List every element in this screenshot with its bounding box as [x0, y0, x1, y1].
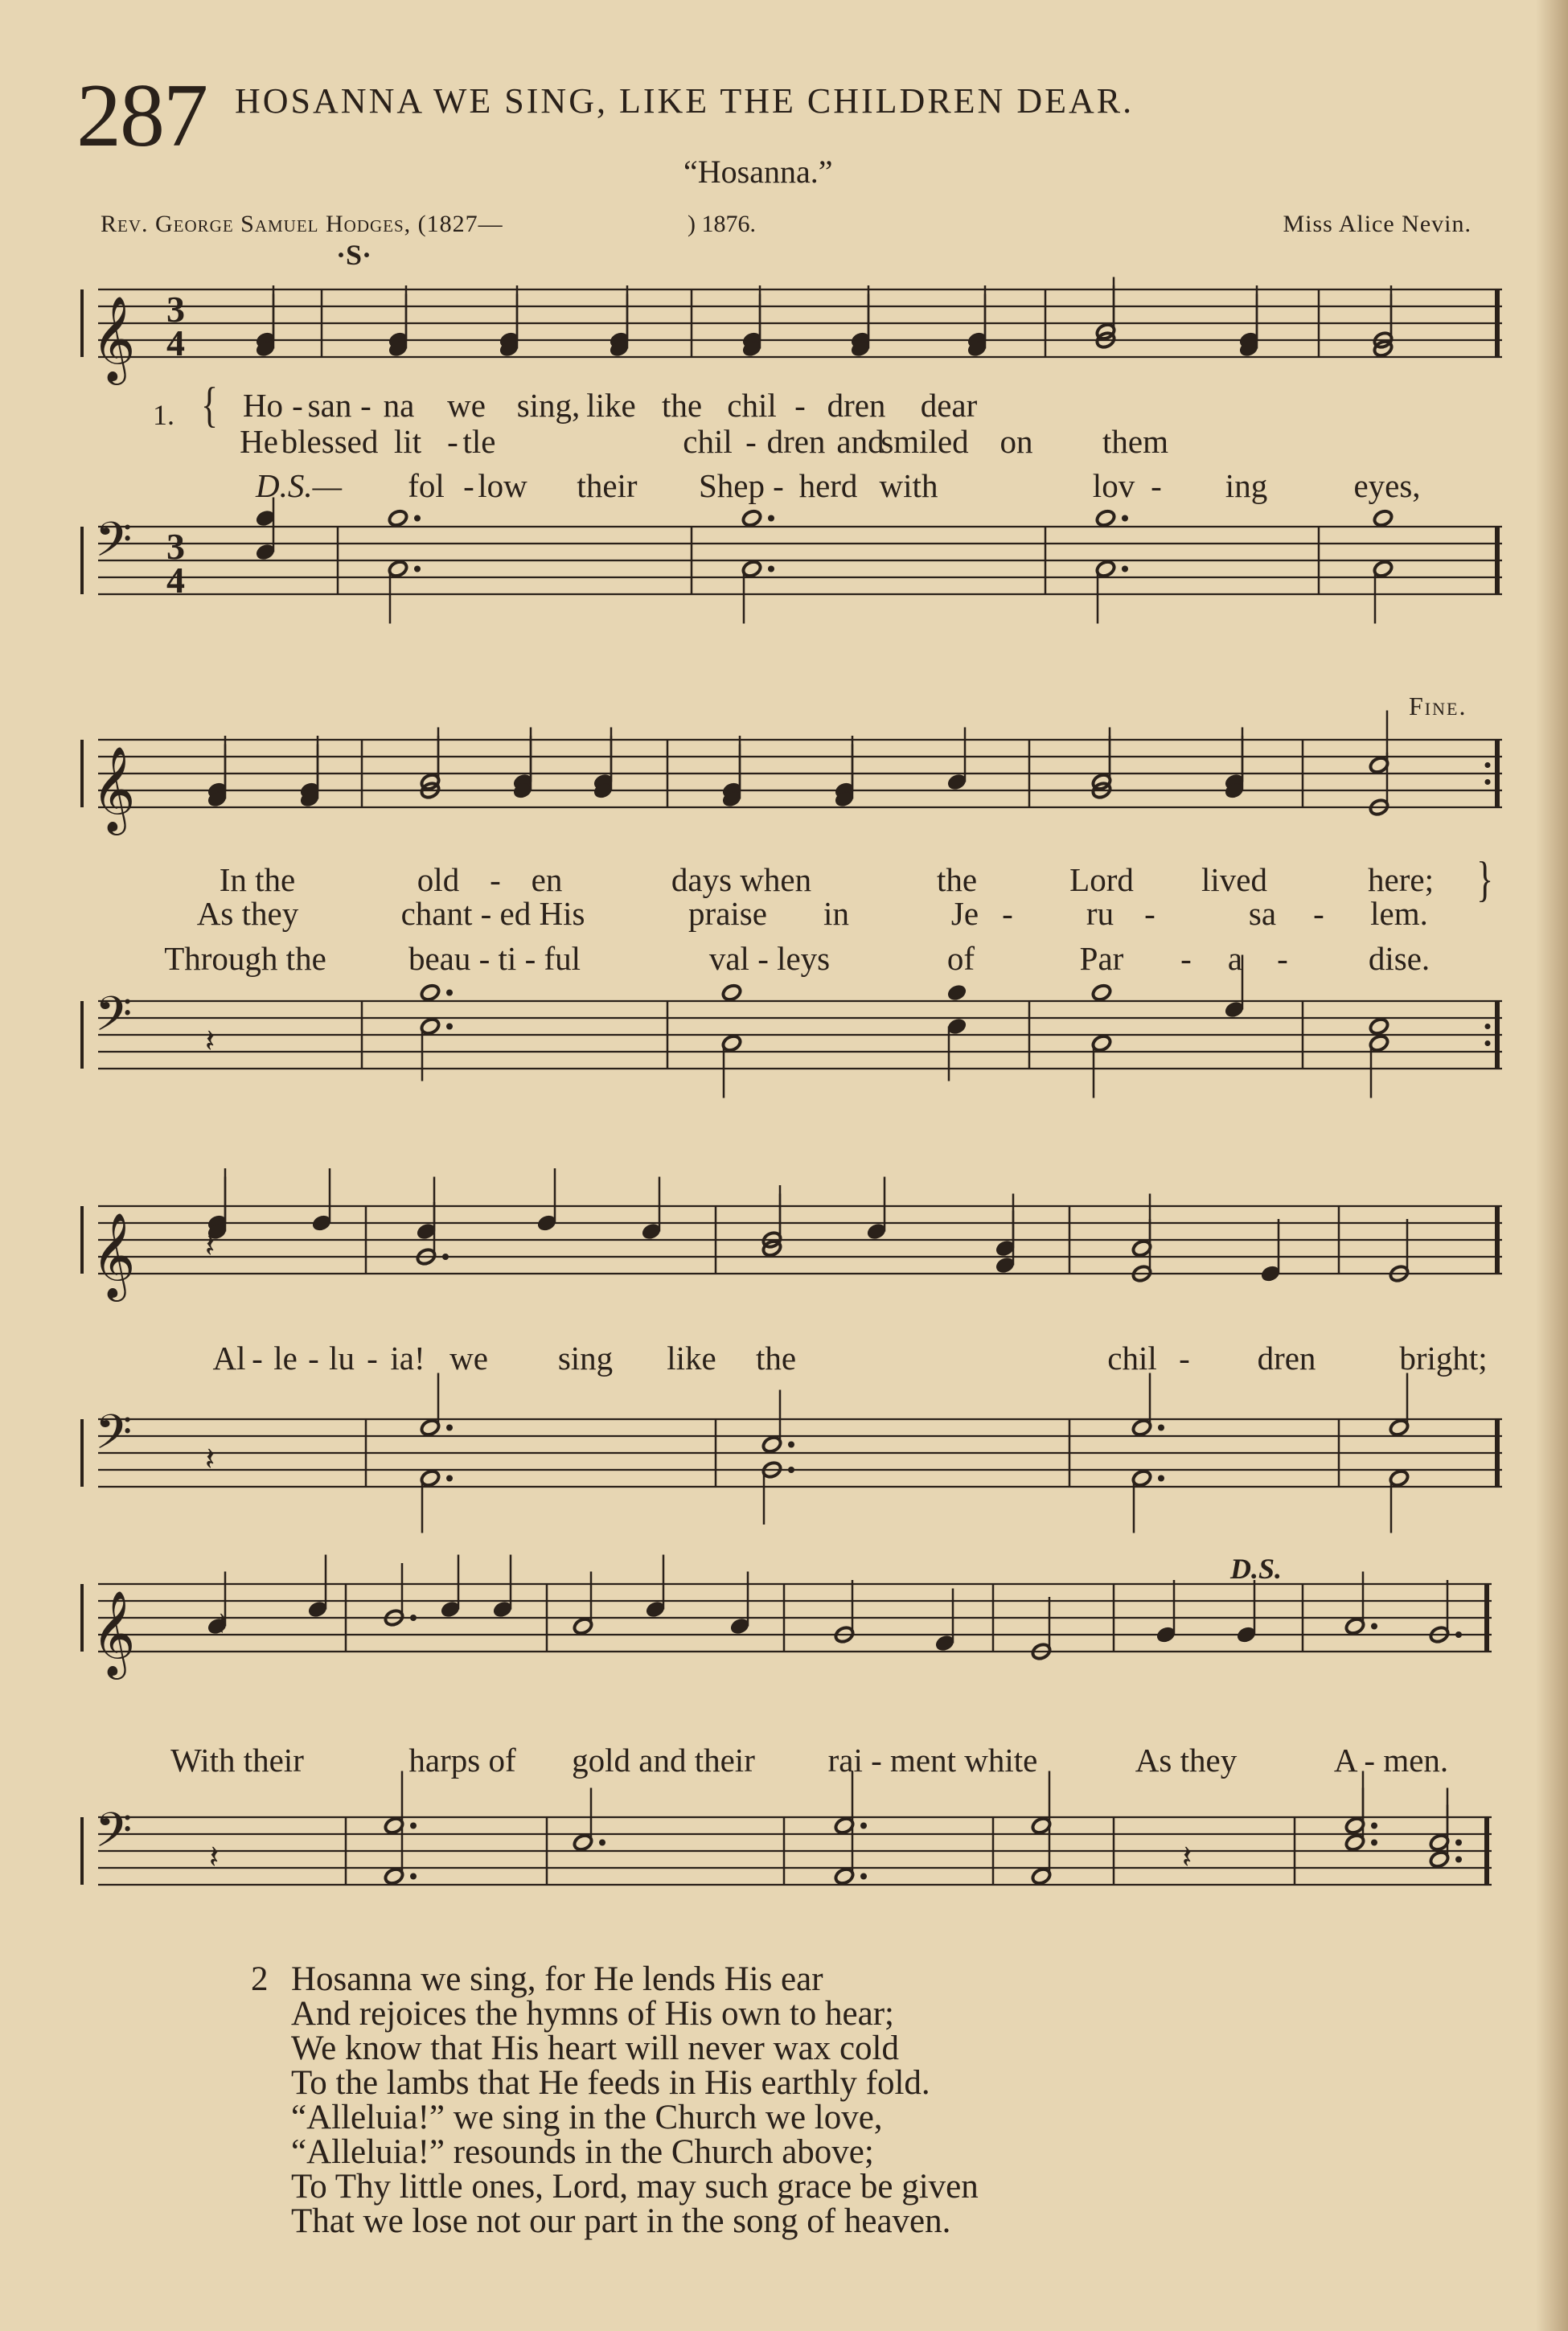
- lyric-syllable: harps of: [408, 1742, 516, 1779]
- augmentation-dot: [1158, 1475, 1164, 1482]
- augmentation-dot: [1371, 1840, 1377, 1846]
- lyric-syllable: chil: [1107, 1340, 1157, 1377]
- augmentation-dot: [1455, 1631, 1462, 1638]
- bass-clef-icon: 𝄢: [95, 986, 133, 1053]
- augmentation-dot: [860, 1823, 867, 1829]
- augmentation-dot: [442, 1254, 449, 1260]
- lyric-syllable: -: [1180, 940, 1192, 977]
- lyric-syllable: As they: [196, 895, 299, 932]
- lyric-syllable: -: [447, 423, 458, 460]
- verse-2: [251, 1960, 979, 2240]
- lyric-syllable: here;: [1368, 861, 1434, 898]
- system4-treble-staff: [0, 1572, 1568, 1701]
- verse-2-line: To the lambs that He feeds in His earthly fold.: [291, 2064, 930, 2102]
- segno-mark: ·S·: [336, 239, 372, 271]
- time-signature-top: 3: [166, 289, 185, 330]
- ds-prefix: D.S.—: [256, 467, 343, 504]
- verse-2-line: We know that His heart will never wax cold: [291, 2029, 899, 2067]
- lyric-syllable: lit: [393, 423, 422, 460]
- bass-clef-icon: 𝄢: [95, 511, 133, 579]
- lyric-syllable: the: [936, 861, 978, 898]
- ds-mark: D.S.: [1230, 1553, 1283, 1585]
- repeat-dot: [1485, 1024, 1491, 1029]
- verse-2-line: To Thy little ones, Lord, may such grace be given: [291, 2168, 979, 2206]
- lyric-syllable: chil: [683, 423, 733, 460]
- lyric-syllable: val - leys: [708, 940, 831, 977]
- lyric-syllable: lived: [1201, 861, 1267, 898]
- lyric-syllable: like: [667, 1340, 716, 1377]
- note-head: [946, 983, 968, 1003]
- augmentation-dot: [446, 1475, 453, 1482]
- lyric-syllable: In the: [219, 861, 296, 898]
- lyric-syllable: their: [577, 467, 638, 504]
- verse-2-line: 2 Hosanna we sing, for He lends His ear: [251, 1960, 823, 1998]
- lyric-syllable: chil: [727, 387, 777, 424]
- lyric-syllable: the: [661, 387, 703, 424]
- time-signature-bottom: 4: [166, 560, 185, 601]
- lyric-syllable: eyes,: [1353, 467, 1421, 504]
- lyric-syllable: like: [586, 387, 636, 424]
- verse-2-line: That we lose not our part in the song of heaven.: [291, 2202, 951, 2240]
- lyric-syllable: with: [879, 467, 938, 504]
- lyric-syllable: As they: [1135, 1742, 1238, 1779]
- rest-icon: 𝄽: [217, 1606, 228, 1643]
- author-dates: ) 1876.: [688, 211, 756, 237]
- lyric-syllable: -: [463, 467, 474, 504]
- note-head: [741, 509, 763, 528]
- note-head: [388, 509, 409, 528]
- lyric-syllable: and: [836, 423, 885, 460]
- lyric-syllable: on: [999, 423, 1033, 460]
- bass-clef-icon: 𝄢: [95, 1802, 133, 1869]
- verse-brace-right: }: [1476, 852, 1494, 907]
- augmentation-dot: [414, 515, 421, 522]
- augmentation-dot: [599, 1840, 605, 1846]
- note-head: [420, 983, 441, 1003]
- note-head: [721, 983, 743, 1003]
- lyric-syllable: herd: [798, 467, 858, 504]
- lyric-syllable: -: [360, 387, 371, 424]
- hymn-number: 287: [76, 66, 207, 166]
- augmentation-dot: [446, 990, 453, 996]
- lyric-syllable: sing: [557, 1340, 614, 1377]
- rest-icon: 𝄽: [205, 1228, 215, 1265]
- treble-clef-icon: 𝄞: [92, 1590, 136, 1676]
- lyric-syllable: lu: [329, 1340, 355, 1377]
- time-signature-bottom: 4: [166, 322, 185, 363]
- lyric-syllable: dren: [827, 387, 886, 424]
- lyric-syllable: gold and their: [572, 1742, 755, 1779]
- lyric-syllable: -: [252, 1340, 263, 1377]
- lyric-syllable: days when: [671, 861, 812, 898]
- note-head: [1091, 983, 1113, 1003]
- augmentation-dot: [1122, 515, 1128, 522]
- lyric-syllable: Ho: [242, 387, 284, 424]
- lyric-syllable: lov: [1092, 467, 1135, 504]
- lyric-syllable: le: [273, 1340, 298, 1377]
- lyric-syllable: of: [946, 940, 975, 977]
- augmentation-dot: [768, 515, 774, 522]
- lyric-syllable: a: [1227, 940, 1243, 977]
- lyric-syllable: Al: [212, 1340, 246, 1377]
- system1-treble-staff: [0, 277, 1568, 390]
- verse-2-line: “Alleluia!” we sing in the Church we love,: [291, 2099, 883, 2136]
- augmentation-dot: [1122, 566, 1128, 572]
- repeat-dot: [1485, 762, 1491, 768]
- system2-treble-staff: [0, 728, 1568, 840]
- lyric-syllable: rai - ment white: [827, 1742, 1038, 1779]
- verse-2-line: “Alleluia!” resounds in the Church above;: [291, 2133, 874, 2171]
- note-head: [1369, 1017, 1390, 1036]
- lyric-syllable: ing: [1225, 467, 1268, 504]
- verse-2-line: And rejoices the hymns of His own to hear;: [291, 1995, 894, 2033]
- augmentation-dot: [1158, 1425, 1164, 1431]
- lyric-syllable: -: [367, 1340, 378, 1377]
- augmentation-dot: [1455, 1840, 1462, 1846]
- lyric-syllable: in: [823, 895, 849, 932]
- lyric-syllable: -: [794, 387, 806, 424]
- lyric-syllable: sing,: [516, 387, 581, 424]
- lyric-syllable: blessed: [281, 423, 379, 460]
- lyric-syllable: Lord: [1069, 861, 1134, 898]
- rest-icon: 𝄽: [209, 1839, 220, 1876]
- lyric-syllable: beau - ti - ful: [408, 940, 581, 977]
- augmentation-dot: [860, 1873, 867, 1880]
- rest-icon: 𝄽: [205, 1441, 215, 1478]
- augmentation-dot: [410, 1615, 417, 1621]
- augmentation-dot: [410, 1823, 417, 1829]
- lyric-syllable: dear: [920, 387, 978, 424]
- rest-icon: 𝄽: [1182, 1839, 1192, 1876]
- lyric-syllable: en: [531, 861, 563, 898]
- treble-clef-icon: 𝄞: [92, 295, 136, 381]
- system2-bass-staff: [0, 986, 1568, 1134]
- lyric-syllable: na: [383, 387, 415, 424]
- augmentation-dot: [1371, 1623, 1377, 1630]
- lyric-syllable: ru: [1086, 895, 1114, 932]
- lyric-syllable: lem.: [1370, 895, 1428, 932]
- lyric-syllable: low: [478, 467, 527, 504]
- lyric-syllable: san: [307, 387, 352, 424]
- lyric-syllable: Par: [1079, 940, 1124, 977]
- lyric-syllable: -: [745, 423, 757, 460]
- lyric-syllable: dren: [766, 423, 826, 460]
- note-head: [1373, 509, 1394, 528]
- system4-bass-staff: [0, 1793, 1568, 1954]
- lyric-syllable: -: [490, 861, 501, 898]
- augmentation-dot: [1371, 1823, 1377, 1829]
- lyric-syllable: dise.: [1368, 940, 1430, 977]
- lyric-syllable: smiled: [880, 423, 969, 460]
- treble-clef-icon: 𝄞: [92, 745, 136, 831]
- lyric-syllable: -: [1313, 895, 1324, 932]
- repeat-dot: [1485, 779, 1491, 785]
- lyric-syllable: -: [1002, 895, 1013, 932]
- system3-treble-staff: [0, 1170, 1568, 1331]
- lyric-syllable: -: [1144, 895, 1155, 932]
- lyric-syllable: we: [447, 387, 486, 424]
- lyric-syllable: praise: [688, 895, 767, 932]
- lyric-syllable: -: [1179, 1340, 1190, 1377]
- lyric-syllable: He: [240, 423, 278, 460]
- augmentation-dot: [788, 1442, 794, 1448]
- bass-clef-icon: 𝄢: [95, 1404, 133, 1471]
- verse1-number: 1.: [153, 399, 174, 431]
- repeat-dot: [1485, 1040, 1491, 1046]
- lyric-syllable: fol: [408, 467, 445, 504]
- lyric-syllable: -: [292, 387, 303, 424]
- lyric-syllable: the: [755, 1340, 797, 1377]
- lyric-syllable: chant - ed His: [400, 895, 585, 932]
- lyric-syllable: Through the: [164, 940, 326, 977]
- lyric-syllable: bright;: [1399, 1340, 1488, 1377]
- augmentation-dot: [410, 1873, 417, 1880]
- system1-bass-staff: [0, 511, 1568, 659]
- lyric-syllable: -: [308, 1340, 319, 1377]
- lyric-syllable: Shep: [699, 467, 765, 504]
- note-head: [1095, 509, 1117, 528]
- rest-icon: 𝄽: [205, 1023, 215, 1060]
- lyric-syllable: sa: [1248, 895, 1277, 932]
- augmentation-dot: [446, 1425, 453, 1431]
- verse-brace-left: {: [201, 377, 219, 433]
- lyric-syllable: A - men.: [1333, 1742, 1449, 1779]
- tune-name: “Hosanna.”: [683, 154, 833, 190]
- author-credit: Rev. George Samuel Hodges, (1827—: [101, 211, 503, 237]
- lyric-syllable: Je: [950, 895, 979, 932]
- lyric-syllable: tle: [462, 423, 496, 460]
- augmentation-dot: [414, 566, 421, 572]
- lyric-syllable: -: [1151, 467, 1162, 504]
- augmentation-dot: [788, 1467, 794, 1473]
- augmentation-dot: [1455, 1857, 1462, 1863]
- fine-mark: Fine.: [1409, 692, 1467, 720]
- system3-bass-staff: [0, 1387, 1568, 1548]
- lyric-syllable: we: [449, 1340, 488, 1377]
- treble-clef-icon: 𝄞: [92, 1212, 136, 1298]
- time-signature-top: 3: [166, 526, 185, 567]
- hymn-title: HOSANNA WE SING, LIKE THE CHILDREN DEAR.: [235, 81, 1135, 121]
- lyric-syllable: -: [773, 467, 784, 504]
- lyric-syllable: old: [417, 861, 460, 898]
- augmentation-dot: [446, 1024, 453, 1030]
- composer-credit: Miss Alice Nevin.: [1283, 211, 1472, 237]
- verse-2-number: 2: [251, 1960, 269, 1998]
- lyric-syllable: ia!: [390, 1340, 425, 1377]
- lyric-syllable: them: [1102, 423, 1168, 460]
- augmentation-dot: [768, 566, 774, 572]
- lyric-syllable: -: [1277, 940, 1288, 977]
- lyric-syllable: With their: [170, 1742, 304, 1779]
- lyric-syllable: dren: [1257, 1340, 1316, 1377]
